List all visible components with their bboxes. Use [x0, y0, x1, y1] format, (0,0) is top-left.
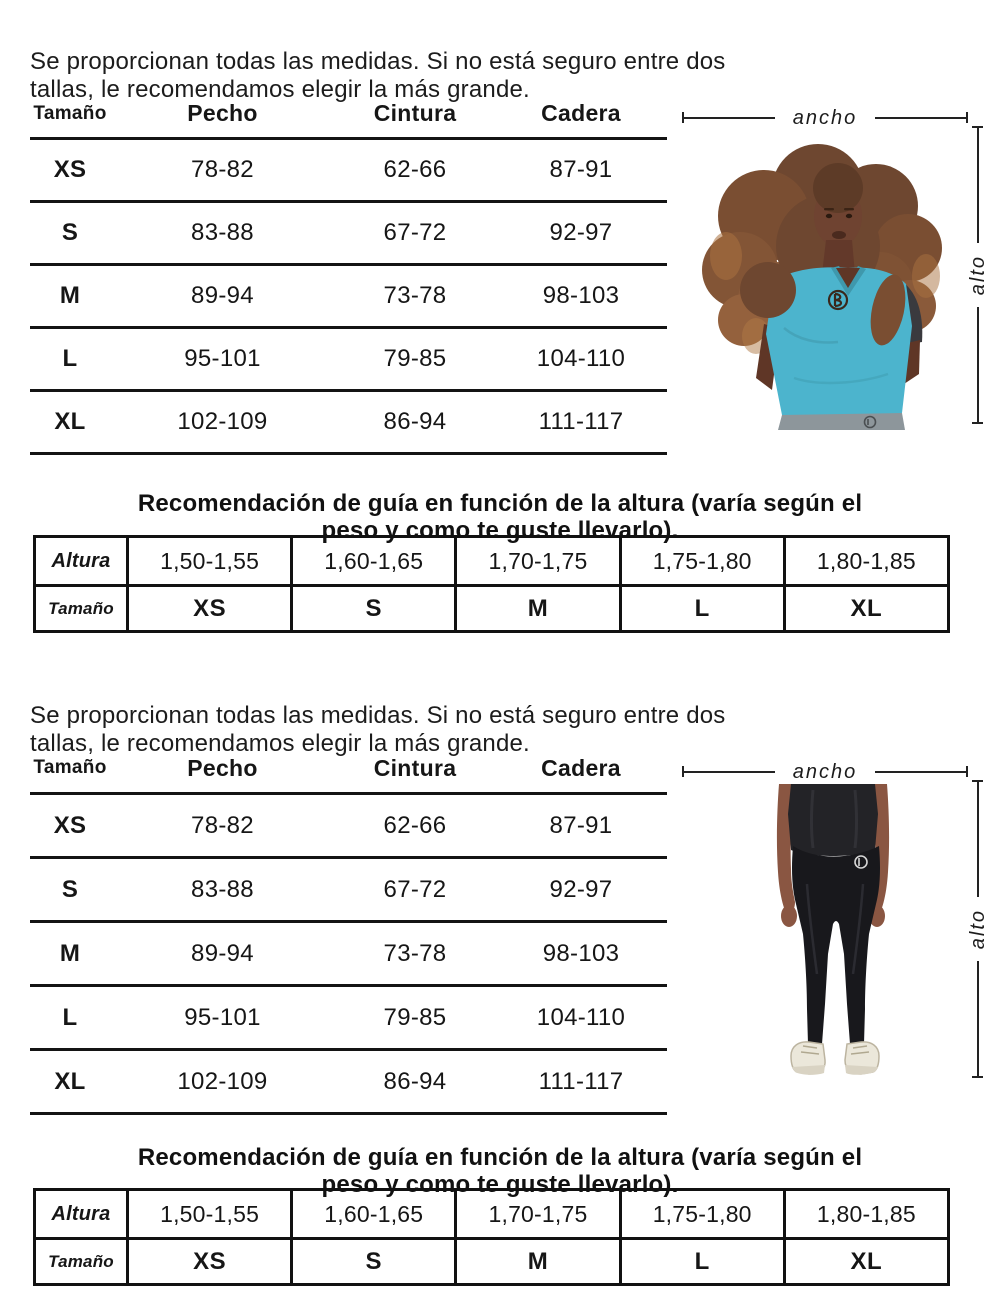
model-photo-leggings: [755, 784, 915, 1079]
width-measure-line: [682, 762, 968, 782]
chest-cell: 78-82: [191, 156, 254, 183]
header-hip: Cadera: [541, 100, 621, 126]
size-value: XS: [193, 594, 227, 622]
measure-line-segment: [875, 117, 968, 119]
height-value: 1,50-1,55: [160, 1200, 260, 1227]
height-value: 1,75-1,80: [652, 1200, 752, 1227]
chest-cell: 95-101: [184, 1003, 261, 1031]
size-cell: [783, 584, 947, 630]
measure-line-segment: [977, 961, 979, 1078]
header-waist: Cintura: [373, 754, 457, 781]
hip-cell: 98-103: [542, 282, 620, 309]
row-label-cell: [36, 584, 126, 630]
hip-cell: 104-110: [536, 345, 626, 372]
recommendation-line-2: peso y como te guste llevarlo).: [321, 1170, 679, 1198]
height-value: 1,60-1,65: [324, 1200, 424, 1227]
size-cell: [454, 1237, 618, 1283]
height-cell: [126, 538, 290, 584]
table-row: [30, 137, 667, 200]
hip-cell: 104-110: [536, 1003, 626, 1031]
size-cell: S: [61, 875, 79, 903]
chest-cell: 102-109: [177, 408, 268, 435]
size-cell: L: [62, 345, 78, 372]
height-cell: [290, 1191, 454, 1237]
size-value: M: [527, 1247, 549, 1275]
height-cell: [454, 538, 618, 584]
size-cell: [126, 1237, 290, 1283]
recommendation-line-2: peso y como te guste llevarlo).: [321, 516, 679, 544]
chest-cell: 89-94: [191, 282, 254, 309]
height-cell: [619, 1191, 783, 1237]
height-label: alto: [966, 908, 989, 950]
hip-cell: 87-91: [549, 811, 613, 839]
table-row: [30, 792, 667, 856]
chest-cell: 89-94: [191, 939, 254, 967]
waist-cell: 73-78: [383, 939, 447, 967]
hip-cell: 98-103: [542, 939, 620, 967]
size-guide-section-top: [0, 0, 1000, 654]
size-value: S: [365, 1247, 383, 1275]
size-cell: [619, 1237, 783, 1283]
chest-cell: 83-88: [191, 875, 254, 903]
width-label: ancho: [792, 760, 858, 783]
intro-line-2: tallas, le recomendamos elegir la más grande.: [30, 76, 530, 103]
measurements-table: [30, 744, 667, 1115]
height-size-table: [33, 535, 950, 633]
waist-cell: 79-85: [383, 345, 447, 372]
table-row: [30, 984, 667, 1048]
recommendation-line-1: Recomendación de guía en función de la altura (varía según el: [137, 1143, 863, 1171]
height-value: 1,70-1,75: [488, 547, 588, 574]
size-cell: XL: [54, 1067, 86, 1095]
height-cell: [454, 1191, 618, 1237]
waist-cell: 67-72: [383, 219, 447, 246]
size-cell: [454, 584, 618, 630]
chest-cell: 78-82: [191, 811, 254, 839]
measurements-table: [30, 90, 667, 455]
height-measure-line: [967, 780, 989, 1078]
height-cell: [783, 538, 947, 584]
measure-line-segment: [682, 117, 775, 119]
width-measure-line: [682, 108, 968, 128]
size-cell: XL: [54, 408, 86, 435]
size-row-label: Tamaño: [48, 1251, 114, 1271]
header-chest: Pecho: [187, 100, 258, 126]
height-size-table: [33, 1188, 950, 1286]
size-cell: [290, 584, 454, 630]
waist-cell: 86-94: [383, 408, 447, 435]
row-label-cell: [36, 1237, 126, 1283]
height-value: 1,60-1,65: [324, 547, 424, 574]
measurements-table-header: [30, 744, 667, 792]
size-value: M: [527, 594, 549, 622]
size-value: S: [365, 594, 383, 622]
height-cell: [783, 1191, 947, 1237]
height-value: 1,75-1,80: [652, 547, 752, 574]
table-row: [30, 200, 667, 263]
hip-cell: 92-97: [549, 219, 613, 246]
header-waist: Cintura: [373, 100, 457, 126]
waist-cell: 67-72: [383, 875, 447, 903]
size-cell: L: [62, 1003, 78, 1031]
hip-cell: 111-117: [538, 1067, 624, 1095]
measure-line-segment: [682, 771, 775, 773]
size-cell: [290, 1237, 454, 1283]
table-row: [30, 920, 667, 984]
height-value: 1,50-1,55: [160, 547, 260, 574]
height-cell: [126, 1191, 290, 1237]
row-label-cell: [36, 1191, 126, 1237]
size-cell: [126, 584, 290, 630]
height-label: alto: [966, 254, 989, 296]
size-cell: S: [61, 219, 79, 246]
measure-line-segment: [977, 780, 979, 897]
header-chest: Pecho: [187, 754, 258, 781]
chest-cell: 83-88: [191, 219, 254, 246]
chest-cell: 95-101: [184, 345, 261, 372]
measure-line-segment: [875, 771, 968, 773]
size-cell: M: [59, 282, 81, 309]
width-label: ancho: [792, 106, 858, 129]
size-row-label: Tamaño: [48, 598, 114, 618]
intro-line-2: tallas, le recomendamos elegir la más grande.: [30, 730, 530, 757]
waist-cell: 86-94: [383, 1067, 447, 1095]
height-value: 1,80-1,85: [816, 547, 916, 574]
size-value: L: [694, 1247, 710, 1275]
header-hip: Cadera: [541, 754, 621, 781]
height-value: 1,80-1,85: [816, 1200, 916, 1227]
size-guide-section-leggings: [0, 654, 1000, 1309]
height-cell: [619, 538, 783, 584]
size-value: XL: [850, 594, 883, 622]
waist-cell: 73-78: [383, 282, 447, 309]
height-measure-line: [967, 126, 989, 424]
waist-cell: 62-66: [383, 811, 447, 839]
hip-cell: 92-97: [549, 875, 613, 903]
waist-cell: 79-85: [383, 1003, 447, 1031]
table-row: [30, 1048, 667, 1115]
row-label-cell: [36, 538, 126, 584]
height-row-label: Altura: [51, 1202, 111, 1225]
hip-cell: 87-91: [549, 156, 613, 183]
table-row: [30, 263, 667, 326]
size-value: XL: [850, 1247, 883, 1275]
measurements-table-header: [30, 90, 667, 137]
header-size: Tamaño: [33, 757, 107, 778]
recommendation-line-1: Recomendación de guía en función de la altura (varía según el: [137, 489, 863, 517]
height-value: 1,70-1,75: [488, 1200, 588, 1227]
measure-line-segment: [977, 307, 979, 424]
size-cell: [619, 584, 783, 630]
size-cell: XS: [53, 811, 87, 839]
size-value: L: [694, 594, 710, 622]
measure-line-segment: [977, 126, 979, 243]
size-cell: XS: [53, 156, 87, 183]
table-row: [30, 389, 667, 455]
height-cell: [290, 538, 454, 584]
height-row-label: Altura: [51, 549, 111, 572]
model-photo-teal-top: [698, 128, 954, 430]
intro-line-1: Se proporcionan todas las medidas. Si no está seguro entre dos: [30, 48, 726, 75]
intro-line-1: Se proporcionan todas las medidas. Si no está seguro entre dos: [30, 702, 726, 729]
size-cell: [783, 1237, 947, 1283]
hip-cell: 111-117: [538, 408, 624, 435]
table-row: [30, 856, 667, 920]
size-cell: M: [59, 939, 81, 967]
table-row: [30, 326, 667, 389]
size-value: XS: [193, 1247, 227, 1275]
header-size: Tamaño: [33, 102, 107, 124]
chest-cell: 102-109: [177, 1067, 268, 1095]
waist-cell: 62-66: [383, 156, 447, 183]
